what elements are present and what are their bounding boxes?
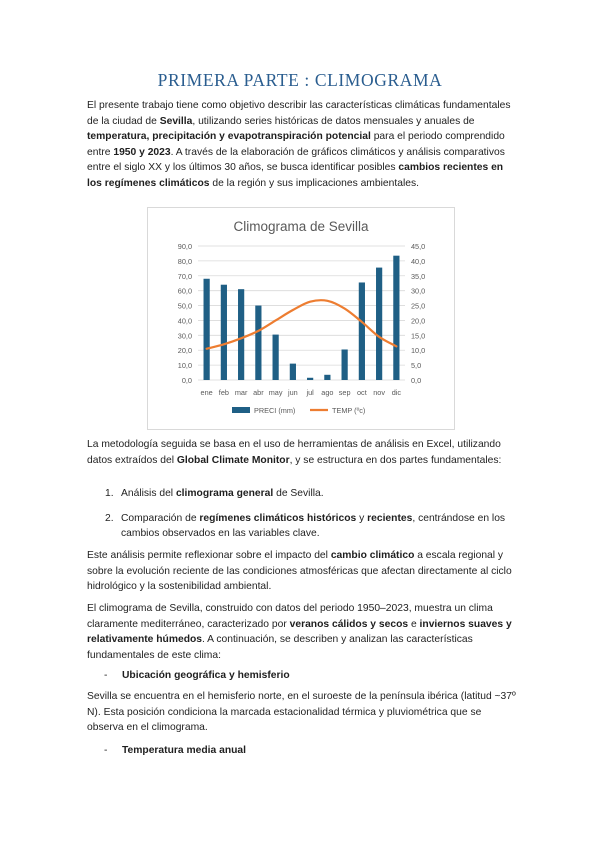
precipitation-bar (204, 279, 210, 380)
text-run: y (356, 512, 368, 524)
x-tick-label: mar (234, 388, 248, 397)
precipitation-bar (273, 335, 279, 380)
y-left-tick-label: 70,0 (177, 271, 192, 281)
text-run: a escala regional y sobre la evolución reciente de las condiciones atmosféricas que afectan directamente al ciclo hidrológico y la sostenibilidad ambiental. (87, 550, 512, 593)
bold-text: Sevilla (159, 115, 193, 127)
y-left-tick-label: 40,0 (177, 316, 192, 326)
temperature-line (207, 300, 397, 349)
x-tick-label: abr (253, 388, 264, 397)
x-tick-label: sep (338, 388, 351, 397)
bullet-dash: - (104, 745, 108, 756)
precipitation-bar (342, 349, 348, 380)
list-item (87, 511, 517, 542)
bold-text: 1950 y 2023 (113, 146, 171, 158)
x-tick-label: nov (373, 388, 386, 397)
precipitation-bar (324, 375, 330, 380)
bullet-label: Ubicación geográfica y hemisferio (122, 670, 290, 681)
climogram-svg (148, 208, 454, 429)
bold-text: cambio climático (330, 550, 415, 561)
y-right-tick-label: 40,0 (411, 256, 426, 266)
list-number: 1. (105, 488, 114, 499)
y-left-tick-label: 20,0 (177, 346, 192, 356)
y-left-tick-label: 30,0 (177, 331, 192, 341)
page-title: PRIMERA PARTE : CLIMOGRAMA (157, 70, 443, 90)
y-left-tick-label: 90,0 (177, 242, 192, 251)
precipitation-bar (290, 364, 296, 380)
text-run: , y se estructura en dos partes fundamentales: (289, 454, 502, 466)
precipitation-bar (307, 378, 313, 380)
text-run: Sevilla se encuentra en el hemisferio norte, en el suroeste de la península ibérica (latitud ~37º N). Esta posición condiciona la marcada estacionalidad térmica y pluviométrica que se observa en el climograma. (87, 691, 516, 734)
text-run: . A través de la elaboración de gráficos climáticos y análisis comparativos entre el siglo XX y los últimos 30 años, se busca identificar posibles (87, 146, 505, 174)
bold-text: Global Climate Monitor (176, 454, 290, 466)
bold-text: climograma general (175, 488, 274, 499)
parts-list (87, 486, 517, 542)
precipitation-bar (376, 268, 382, 380)
x-tick-label: ene (200, 388, 213, 397)
text-run: e (408, 618, 420, 630)
legend-label-precipitation: PRECI (mm) (254, 406, 296, 415)
x-tick-label: jun (288, 388, 298, 397)
bold-text: regímenes climáticos históricos (199, 512, 357, 524)
bold-text: recientes (367, 512, 413, 524)
text-run: de Sevilla. (273, 488, 324, 499)
x-tick-label: ago (321, 388, 334, 397)
precipitation-bar (221, 285, 227, 380)
x-tick-label: feb (218, 388, 229, 397)
list-item-text (121, 488, 324, 499)
bold-text: veranos cálidos y secos (289, 618, 409, 630)
intro-paragraph (87, 98, 517, 192)
list-item (87, 486, 517, 502)
precipitation-bar (238, 289, 244, 380)
bullet-label: Temperatura media anual (122, 745, 246, 756)
y-right-tick-label: 15,0 (411, 331, 426, 341)
x-tick-label: dic (391, 388, 402, 397)
bold-text: cambios recientes en los regímenes climáticos (87, 162, 504, 189)
y-left-tick-label: 60,0 (177, 286, 192, 296)
y-right-tick-label: 0,0 (411, 376, 422, 385)
y-right-tick-label: 35,0 (411, 271, 426, 281)
text-run: La metodología seguida se basa en el uso de herramientas de análisis en Excel, utilizando datos extraídos del (87, 439, 501, 466)
location-paragraph (87, 689, 517, 736)
y-right-tick-label: 5,0 (411, 361, 422, 371)
chart-title: Climograma de Sevilla (233, 219, 369, 234)
text-run: , centrándose en los cambios observados en las variables clave. (121, 512, 506, 540)
text-run: Este análisis permite reflexionar sobre el impacto del (87, 550, 331, 561)
bold-text: inviernos suaves y relativamente húmedos (87, 618, 512, 646)
y-left-tick-label: 10,0 (177, 361, 192, 371)
climogram-description-paragraph (87, 601, 517, 663)
list-item-text (121, 513, 505, 540)
y-right-tick-label: 25,0 (411, 301, 426, 311)
y-right-tick-label: 30,0 (411, 286, 426, 296)
y-left-tick-label: 80,0 (177, 256, 192, 266)
text-run: para el periodo comprendido entre (87, 131, 505, 158)
text-run: . A continuación, se describen y analizan las características fundamentales de este clima: (87, 634, 473, 661)
bullet-dash: - (104, 670, 108, 681)
text-run: Comparación de (121, 512, 200, 524)
y-right-tick-label: 10,0 (411, 346, 426, 356)
precipitation-bar (393, 256, 399, 380)
y-right-tick-label: 45,0 (411, 242, 426, 251)
text-run: de la región y sus implicaciones ambientales. (209, 177, 419, 189)
text-run: , utilizando series históricas de datos mensuales y anuales de (192, 115, 475, 127)
y-left-tick-label: 0,0 (181, 376, 192, 385)
methodology-paragraph (87, 437, 517, 468)
bold-text: temperatura, precipitación y evapotranspiración potencial (87, 131, 371, 143)
text-run: Análisis del (121, 488, 176, 499)
legend-label-temperature: TEMP (ºc) (332, 406, 366, 415)
y-right-tick-label: 20,0 (411, 316, 426, 326)
analysis-paragraph (87, 548, 517, 595)
x-tick-label: oct (357, 388, 367, 397)
x-tick-label: jul (306, 388, 314, 397)
precipitation-bar (255, 306, 261, 380)
list-number: 2. (105, 512, 114, 524)
text-run: El climograma de Sevilla, construido con datos del periodo 1950–2023, muestra un clima claramente mediterráneo, caracterizado por (87, 603, 493, 630)
x-tick-label: may (268, 388, 283, 397)
climogram-chart (147, 207, 455, 430)
text-run: El presente trabajo tiene como objetivo describir las características climáticas fundamentales de la ciudad de (87, 100, 511, 127)
precipitation-bar (359, 282, 365, 380)
y-left-tick-label: 50,0 (177, 301, 192, 311)
legend-swatch-precipitation (232, 407, 250, 413)
